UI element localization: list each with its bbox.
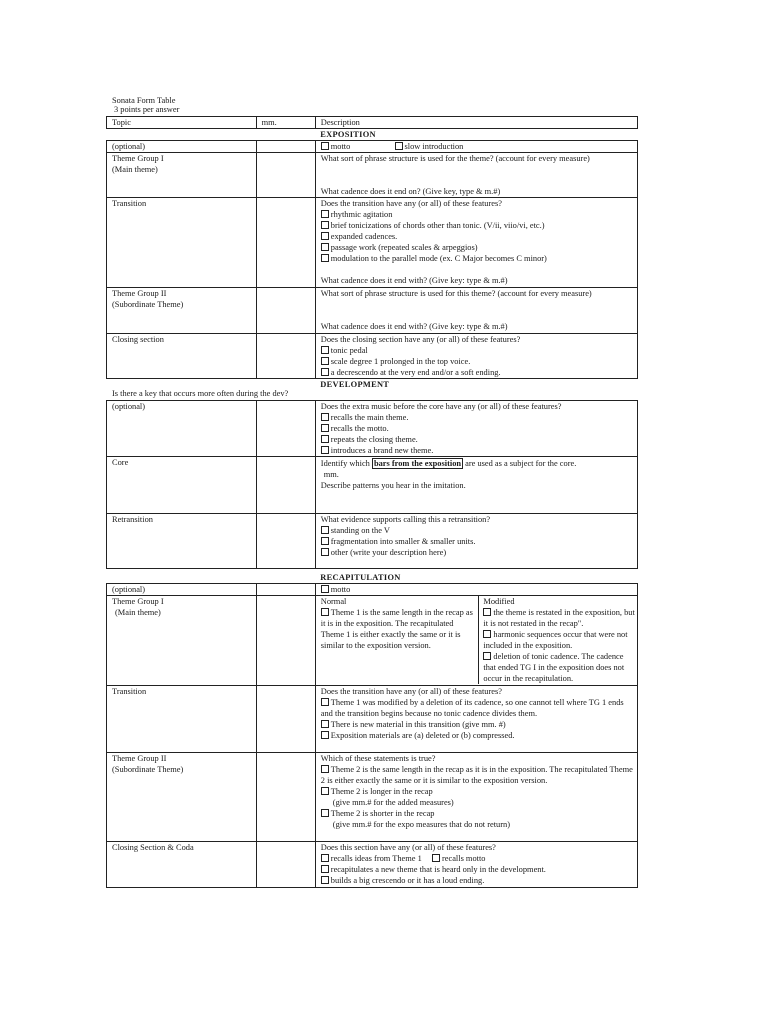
topic-label: Theme Group I: [112, 154, 164, 163]
topic-label: Theme Group II: [112, 754, 167, 763]
checkbox[interactable]: [321, 698, 329, 706]
question: Does this section have any (or all) of these features?: [320, 843, 496, 852]
option-label: tonic pedal: [330, 346, 368, 355]
points-note: 3 points per answer: [114, 105, 180, 114]
checkbox[interactable]: [321, 809, 329, 817]
table-row: [107, 401, 638, 457]
option-label: Theme 2 is shorter in the recap: [330, 809, 435, 818]
checkbox[interactable]: [321, 537, 329, 545]
checkbox[interactable]: [321, 585, 329, 593]
option-label: Theme 1 was modified by a deletion of its cadence, so one cannot tell where TG 1 ends and the transition begins because no tonic cadence divides them.: [320, 698, 624, 718]
question: What evidence supports calling this a retransition?: [320, 515, 491, 524]
topic-label: Retransition: [107, 514, 257, 569]
question: What sort of phrase structure is used for the theme? (account for every measure): [320, 154, 590, 163]
section-title-development: DEVELOPMENT: [315, 379, 637, 401]
table-row: [107, 584, 638, 596]
table-row: [107, 141, 638, 153]
option-label: introduces a brand new theme.: [330, 446, 434, 455]
option-label: harmonic sequences occur that were not included in the exposition.: [483, 630, 628, 650]
topic-label: (optional): [107, 584, 257, 596]
modified-heading: Modified: [483, 597, 515, 606]
option-label: brief tonicizations of chords other than tonic. (V/ii, viio/vi, etc.): [330, 221, 545, 230]
option-label: Theme 2 is longer in the recap: [330, 787, 433, 796]
option-label: standing on the V: [330, 526, 390, 535]
question: What cadence does it end on? (Give key, type & m.#): [320, 187, 501, 196]
option-label: the theme is restated in the exposition, but it is not restated in the recap".: [483, 608, 635, 628]
checkbox[interactable]: [321, 254, 329, 262]
checkbox[interactable]: [483, 630, 491, 638]
option-note: (give mm.# for the expo measures that do not return): [332, 820, 511, 829]
topic-label: Closing Section & Coda: [107, 842, 257, 888]
option-label: recalls the main theme.: [330, 413, 409, 422]
option-label: other (write your description here): [330, 548, 447, 557]
topic-label: Transition: [107, 686, 257, 753]
question: What cadence does it end with? (Give key: type & m.#): [320, 322, 508, 331]
question: Which of these statements is true?: [320, 754, 436, 763]
section-title-exposition: EXPOSITION: [315, 129, 637, 141]
checkbox[interactable]: [321, 720, 329, 728]
sonata-form-table: [106, 116, 638, 888]
topic-label: Closing section: [107, 334, 257, 379]
checkbox[interactable]: [321, 357, 329, 365]
table-header-row: [107, 117, 638, 129]
option-label: recalls motto: [441, 854, 486, 863]
option-label: builds a big crescendo or it has a loud ending.: [330, 876, 485, 885]
table-row: [107, 753, 638, 842]
option-note: (give mm.# for the added measures): [332, 798, 454, 807]
question: What sort of phrase structure is used for this theme? (account for every measure): [320, 289, 592, 298]
option-label: Theme 1 is the same length in the recap as it is in the exposition. The recapitulated Theme 1 is either exactly the same or it is similar to the exposition version.: [320, 608, 473, 650]
checkbox[interactable]: [321, 731, 329, 739]
mm-blank: mm.: [323, 470, 339, 479]
checkbox[interactable]: [321, 446, 329, 454]
checkbox[interactable]: [321, 865, 329, 873]
table-row: [107, 457, 638, 514]
option-label: passage work (repeated scales & arpeggios): [330, 243, 478, 252]
question: Does the extra music before the core have any (or all) of these features?: [320, 402, 562, 411]
table-row: [107, 288, 638, 334]
checkbox[interactable]: [321, 435, 329, 443]
checkbox[interactable]: [395, 142, 403, 150]
checkbox[interactable]: [321, 243, 329, 251]
checkbox[interactable]: [483, 652, 491, 660]
question: are used as a subject for the core.: [465, 459, 577, 468]
table-row: [107, 842, 638, 888]
checkbox[interactable]: [321, 548, 329, 556]
option-label: motto: [330, 142, 351, 151]
development-key-question: Is there a key that occurs more often during the dev?: [112, 389, 289, 398]
topic-label: (optional): [107, 141, 257, 153]
section-row-exposition: [107, 129, 638, 141]
option-label: a decrescendo at the very end and/or a soft ending.: [330, 368, 501, 377]
section-row-recapitulation: [107, 569, 638, 584]
normal-heading: Normal: [320, 597, 347, 606]
option-label: fragmentation into smaller & smaller units.: [330, 537, 476, 546]
checkbox[interactable]: [321, 221, 329, 229]
topic-label: Theme Group I: [112, 597, 164, 606]
table-row: [107, 334, 638, 379]
topic-sublabel: (Main theme): [115, 608, 161, 617]
checkbox[interactable]: [321, 765, 329, 773]
question: Describe patterns you hear in the imitation.: [320, 481, 466, 490]
topic-sublabel: (Subordinate Theme): [112, 765, 184, 774]
option-label: repeats the closing theme.: [330, 435, 418, 444]
option-label: recalls the motto.: [330, 424, 389, 433]
question: Does the transition have any (or all) of these features?: [320, 199, 502, 208]
col-description: Description: [315, 117, 637, 129]
col-topic: Topic: [107, 117, 257, 129]
checkbox[interactable]: [432, 854, 440, 862]
option-label: deletion of tonic cadence. The cadence that ended TG I in the exposition does not occur in the recapitulation.: [483, 652, 625, 683]
option-label: expanded cadences.: [330, 232, 398, 241]
option-label: recapitulates a new theme that is heard only in the development.: [330, 865, 546, 874]
option-label: scale degree 1 prolonged in the top voice.: [330, 357, 471, 366]
topic-label: Core: [107, 457, 257, 514]
question: Does the closing section have any (or all) of these features?: [320, 335, 521, 344]
checkbox[interactable]: [321, 368, 329, 376]
option-label: motto: [330, 585, 351, 594]
table-row: [107, 153, 638, 198]
checkbox[interactable]: [321, 142, 329, 150]
checkbox[interactable]: [321, 876, 329, 884]
checkbox[interactable]: [321, 608, 329, 616]
topic-label: Theme Group II: [112, 289, 167, 298]
checkbox[interactable]: [321, 232, 329, 240]
worksheet-title: Sonata Form Table: [112, 96, 176, 105]
table-row: [107, 596, 638, 686]
table-row: [107, 198, 638, 288]
option-label: rhythmic agitation: [330, 210, 393, 219]
option-label: Theme 2 is the same length in the recap as it is in the exposition. The recapitulated Theme 2 is either exactly the same or it is similar to the exposition version.: [320, 765, 633, 785]
topic-sublabel: (Subordinate Theme): [112, 300, 184, 309]
option-label: slow introduction: [404, 142, 464, 151]
topic-sublabel: (Main theme): [112, 165, 158, 174]
topic-label: (optional): [107, 401, 257, 457]
option-label: There is new material in this transition (give mm. #): [330, 720, 506, 729]
col-mm: mm.: [256, 117, 315, 129]
topic-label: Transition: [107, 198, 257, 288]
checkbox[interactable]: [483, 608, 491, 616]
checkbox[interactable]: [321, 346, 329, 354]
question: Identify which: [320, 459, 370, 468]
checkbox[interactable]: [321, 424, 329, 432]
table-row: [107, 514, 638, 569]
question: What cadence does it end with? (Give key: type & m.#): [320, 276, 508, 285]
checkbox[interactable]: [321, 526, 329, 534]
checkbox[interactable]: [321, 787, 329, 795]
option-label: modulation to the parallel mode (ex. C Major becomes C minor): [330, 254, 547, 263]
option-label: Exposition materials are (a) deleted or (b) compressed.: [330, 731, 515, 740]
section-title-recapitulation: RECAPITULATION: [315, 569, 637, 584]
table-row: [107, 686, 638, 753]
question: Does the transition have any (or all) of these features?: [320, 687, 502, 696]
checkbox[interactable]: [321, 210, 329, 218]
checkbox[interactable]: [321, 854, 329, 862]
checkbox[interactable]: [321, 413, 329, 421]
emphasis-box: bars from the exposition: [373, 459, 462, 468]
option-label: recalls ideas from Theme 1: [330, 854, 422, 863]
